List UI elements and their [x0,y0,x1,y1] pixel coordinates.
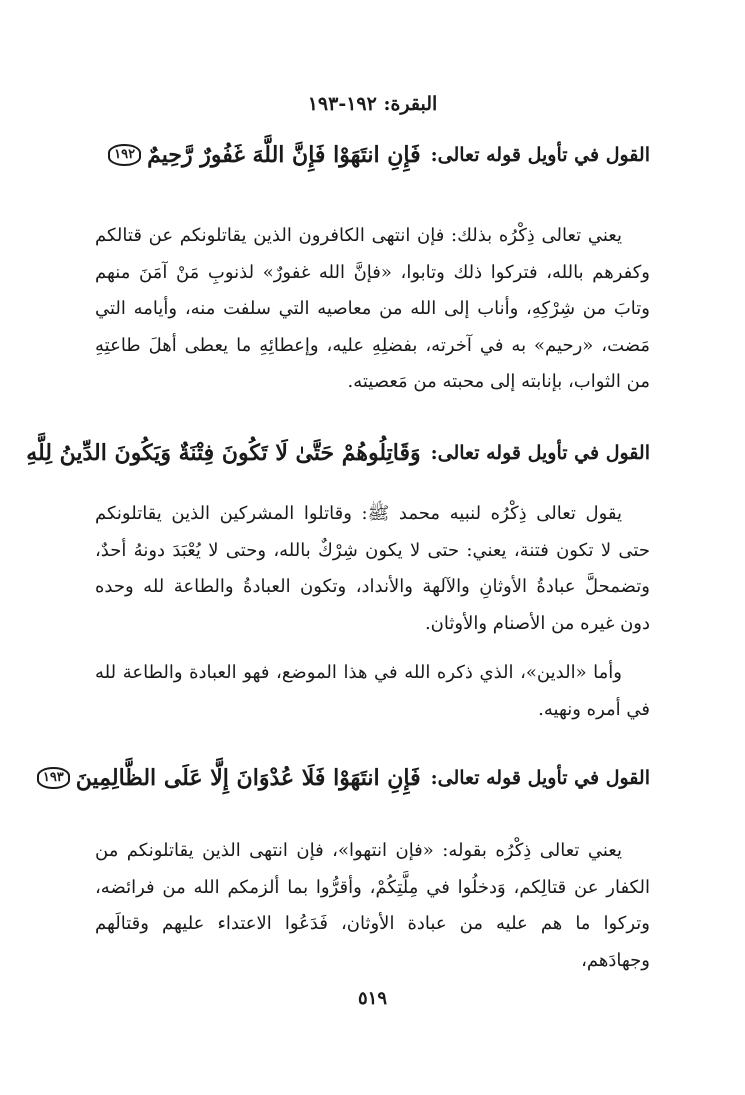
heading-intro: القول في تأويل قوله تعالى: [430,442,650,464]
commentary-193a-din [95,655,650,728]
heading-intro: القول في تأويل قوله تعالى: [430,767,650,789]
ayah-text: وَقَاتِلُوهُمْ حَتَّىٰ لَا تَكُونَ فِتْنَةٌ وَيَكُونَ الدِّينُ لِلَّهِ [26,440,421,466]
commentary-193a [95,496,650,642]
ayah-text: فَإِنِ انتَهَوْا فَإِنَّ اللَّهَ غَفُورٌ رَّحِيمٌ [147,142,421,168]
ayah-number-marker: ١٩٣ [37,767,70,789]
paragraph: يعني تعالى ذِكْرُه بذلك: فإن انتهى الكافرون الذين يقاتلونكم عن قتالكم وكفرهم بالله، فتركوا ذلك وتابوا، «فإنَّ الله غفورٌ» لذنوبِ مَنْ آمَنَ منهم وتابَ من شِرْكِهِ، وأناب إلى الله من معاصيه التي سلفت منه، وأيامه التي مَضت، «رحيم» به في آخرته، بفضلِهِ عليه، وإعطائِهِ ما يعطى أهلَ طاعتِهِ من الثواب، بإنابته إلى محبته من مَعصيته. [95,225,650,392]
heading-intro: القول في تأويل قوله تعالى: [430,144,650,166]
verse-heading-193a [26,440,650,466]
commentary-192 [95,218,650,401]
commentary-193b [95,833,650,979]
paragraph: يعني تعالى ذِكْرُه بقوله: «فإن انتهوا»، فإن انتهى الذين يقاتلونكم من الكفار عن قتالِكم، وَدخلُوا في مِلَّتِكُمْ، وأقرُّوا بما ألزمكم الله من فرائضه، وتركوا ما هم عليه من عبادة الأوثان، فَدَعُوا الاعتداء عليهم وقتالَهم وجهادَهم، [95,840,650,971]
paragraph: يقول تعالى ذِكْرُه لنبيه محمد ﷺ: وقاتلوا المشركين الذين يقاتلونكم حتى لا تكون فتنة، يعني: حتى لا يكون شِرْكٌ بالله، وحتى لا يُعْبَدَ دونهُ أحدٌ، وتضمحلَّ عبادةُ الأوثانِ والآلهة والأنداد، وتكون العبادةُ والطاعة لله وحده دون غيره من الأصنام والأوثان. [95,503,650,634]
verse-heading-193b [42,765,650,791]
ayah-text: فَإِنِ انتَهَوْا فَلَا عُدْوَانَ إِلَّا عَلَى الظَّالِمِينَ [75,765,421,791]
page-number: ٥١٩ [357,988,387,1009]
running-header: البقرة: ١٩٢-١٩٣ [307,93,438,115]
verse-heading-192 [70,142,650,168]
paragraph: وأما «الدين»، الذي ذكره الله في هذا الموضع، فهو العبادة والطاعة لله في أمره ونهيه. [95,662,650,720]
ayah-number-marker: ١٩٢ [108,144,141,166]
